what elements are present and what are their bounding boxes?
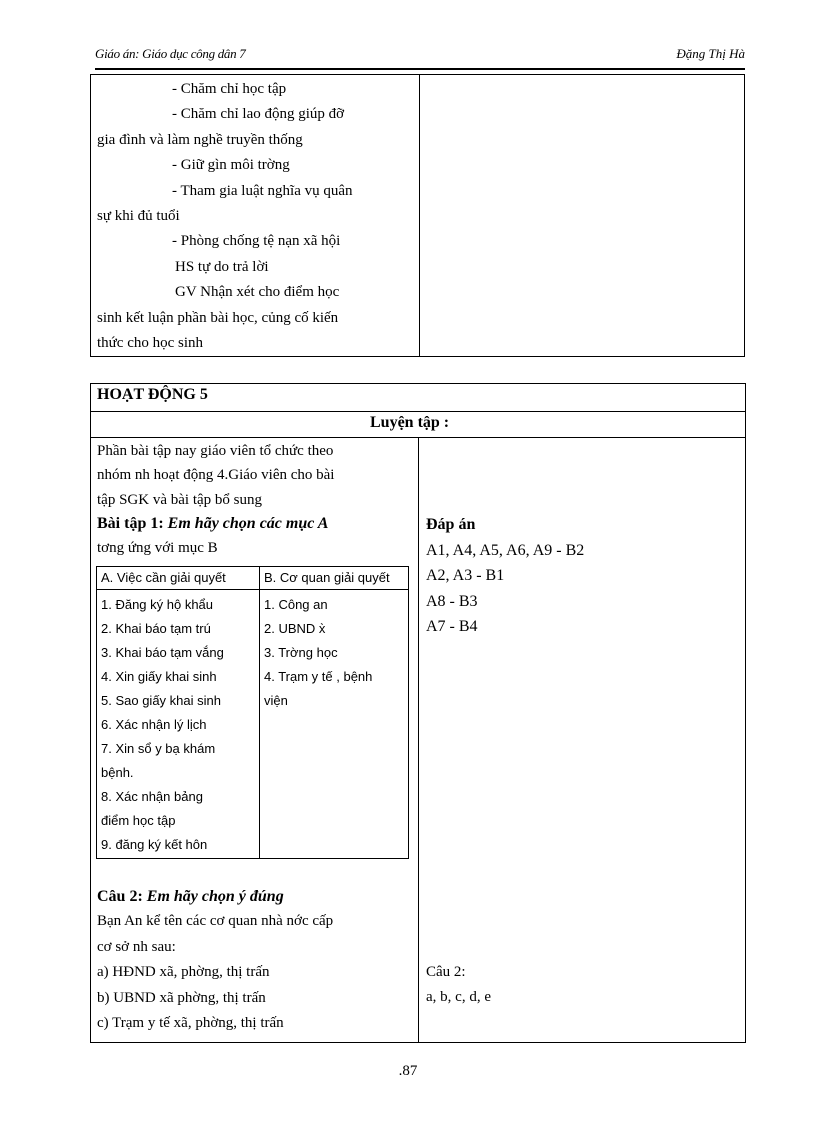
text-line: nhóm nh hoạt động 4.Giáo viên cho bài — [97, 467, 335, 484]
section-subtitle: Luyện tập : — [370, 414, 450, 431]
list-item: sự khi đủ tuổi — [97, 207, 180, 224]
column-a-list — [101, 593, 257, 857]
header-course-title: Giáo án: Giáo dục công dân 7 — [95, 46, 246, 61]
question-2 — [97, 884, 415, 1036]
text-line: tập SGK và bài tập bổ sung — [97, 491, 262, 508]
list-item: 8. Xác nhận bảng — [101, 789, 203, 804]
text-line: cơ sở nh sau: — [97, 938, 176, 955]
list-item: HS tự do trả lời — [175, 258, 269, 275]
list-item: 4. Xin giấy khai sinh — [101, 669, 217, 684]
exercise-1-heading — [97, 512, 415, 536]
text-line: tơng ứng với mục B — [97, 540, 218, 557]
list-item: 1. Công an — [264, 597, 328, 612]
activity-5-table — [90, 383, 746, 1043]
activity-title: HOẠT ĐỘNG 5 — [97, 386, 208, 403]
matching-table — [96, 566, 409, 859]
answer-line: A8 - B3 — [426, 592, 478, 610]
table-left-cell — [97, 77, 413, 356]
column-divider — [419, 75, 420, 356]
list-item: 4. Trạm y tế , bệnh — [264, 669, 373, 684]
list-item: thức cho học sinh — [97, 334, 204, 351]
list-item: GV Nhận xét cho điểm học — [175, 284, 340, 301]
text-line: Bạn An kể tên các cơ quan nhà nớc cấp — [97, 913, 334, 930]
column-b-list — [264, 593, 404, 713]
page-header — [95, 44, 745, 70]
option-line: a) HĐND xã, phờng, thị trấn — [97, 964, 270, 981]
list-item: bệnh. — [101, 765, 134, 780]
list-item: 9. đăng ký kết hôn — [101, 837, 208, 852]
list-item: gia đình và làm nghề truyền thống — [97, 131, 303, 148]
list-item: 2. Khai báo tạm trú — [101, 621, 211, 636]
header-author: Đặng Thị Hà — [676, 46, 745, 61]
list-item: sinh kết luận phần bài học, củng cố kiến — [97, 309, 339, 326]
list-item: - Tham gia luật nghĩa vụ quân — [172, 182, 353, 199]
answer-line: a, b, c, d, e — [426, 989, 491, 1006]
header-column-a: A. Việc cần giải quyết — [101, 570, 226, 585]
list-item: 3. Khai báo tạm vắng — [101, 645, 224, 660]
answer-line: A2, A3 - B1 — [426, 567, 505, 584]
table-continued — [90, 74, 745, 357]
list-item: - Chăm chỉ lao động giúp đỡ — [172, 106, 345, 123]
list-item: - Giữ gìn môi trờng — [172, 157, 290, 174]
answer-label: Đáp án — [426, 516, 476, 533]
list-item: điểm học tập — [101, 813, 176, 828]
row-divider — [91, 411, 745, 412]
exercise-intro — [97, 439, 415, 560]
question-2-title: Em hãy chọn ý đúng — [146, 888, 284, 905]
list-item: 6. Xác nhận lý lịch — [101, 717, 207, 732]
header-column-b: B. Cơ quan giải quyết — [264, 570, 390, 585]
text-line: Phần bài tập nay giáo viên tổ chức theo — [97, 443, 334, 459]
list-item: viện — [264, 693, 288, 708]
option-line: b) UBND xã phờng, thị trấn — [97, 989, 266, 1006]
answer-key — [426, 512, 736, 640]
column-divider — [259, 567, 260, 858]
list-item: 2. UBND x̀ — [264, 621, 326, 636]
list-item: 7. Xin sổ y bạ khám — [101, 741, 216, 756]
option-line: c) Trạm y tế xã, phờng, thị trấn — [97, 1014, 284, 1031]
answer-line: A7 - B4 — [426, 618, 478, 635]
list-item: - Chăm chỉ học tập — [172, 81, 287, 97]
list-item: 1. Đăng ký hộ khẩu — [101, 597, 214, 612]
list-item: 3. Trờng học — [264, 645, 338, 660]
answer-line: A1, A4, A5, A6, A9 - B2 — [426, 541, 585, 559]
answer-label: Câu 2: — [426, 964, 466, 980]
column-divider — [418, 437, 419, 1042]
question-2-heading — [97, 884, 415, 909]
question-2-label: Câu 2: — [97, 888, 143, 905]
exercise-1-title: Em hãy chọn các mục A — [167, 514, 329, 532]
list-item: - Phòng chống tệ nạn xã hội — [172, 233, 341, 250]
exercise-1-label: Bài tập 1: — [97, 514, 164, 532]
page-number: .87 — [398, 1063, 418, 1079]
question-2-answer — [426, 960, 491, 1011]
list-item: 5. Sao giấy khai sinh — [101, 693, 221, 708]
